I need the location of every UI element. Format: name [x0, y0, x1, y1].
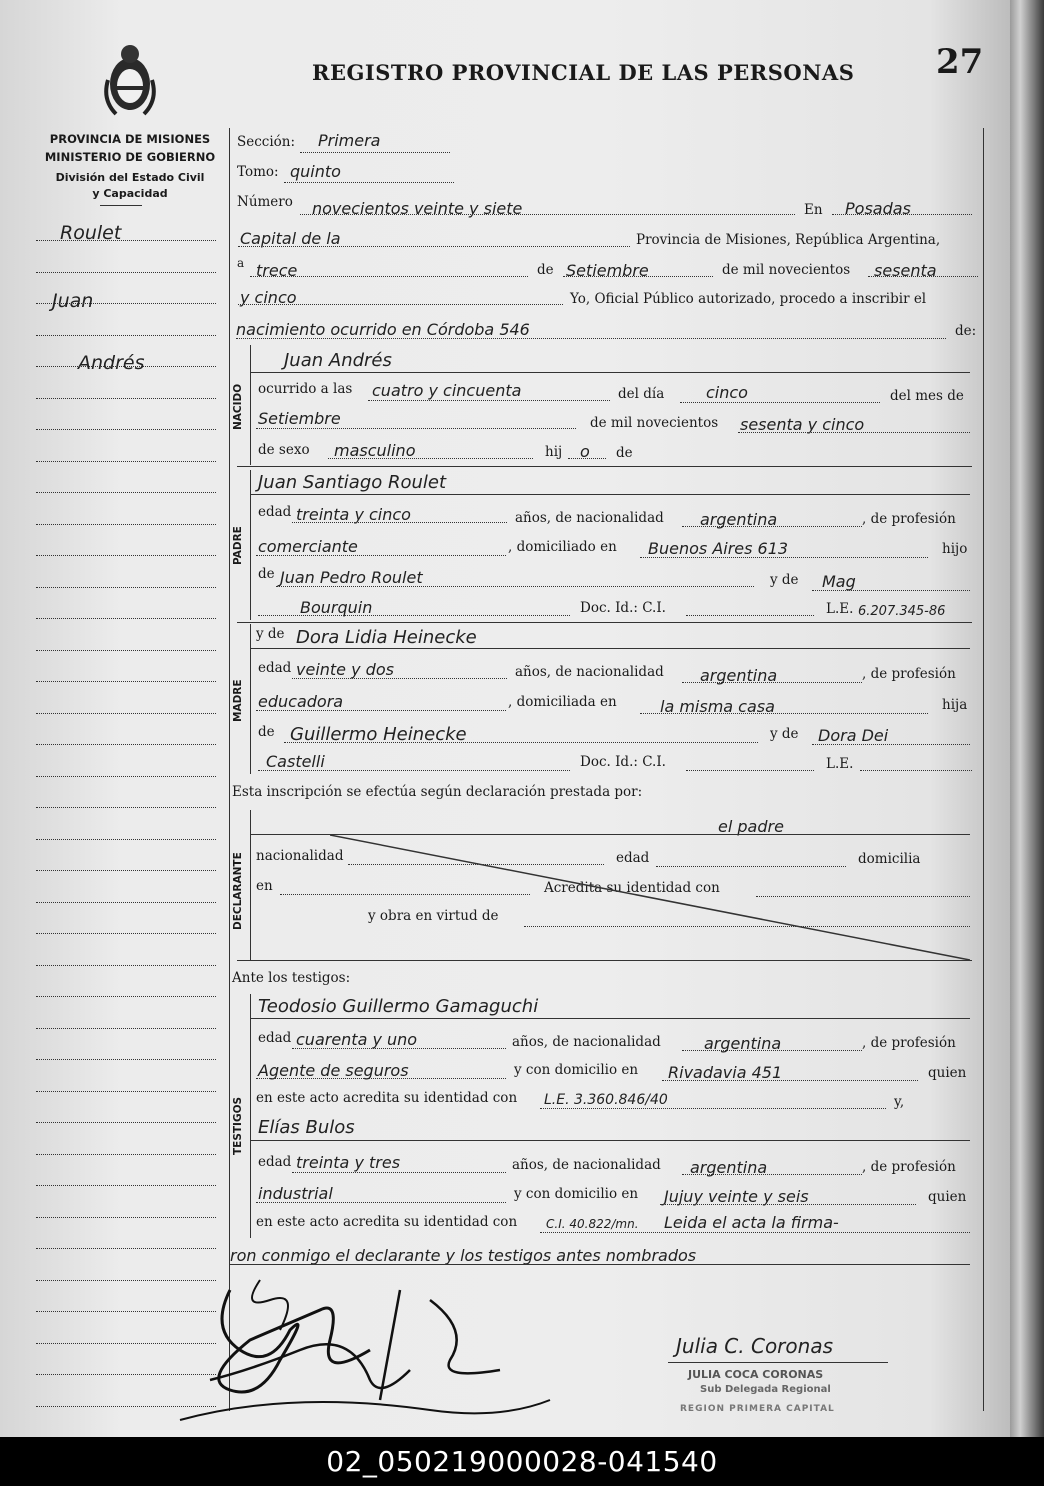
numero-label: Número — [237, 194, 293, 210]
padre-section-label: PADRE — [232, 526, 244, 565]
sidebar-ruled-line — [36, 1122, 216, 1123]
padre-y-de-label: y de — [770, 572, 799, 588]
madre-dom-line — [640, 713, 928, 714]
testigo2-nombre: Elías Bulos — [258, 1117, 355, 1138]
closing-text-2: ron conmigo el declarante y los testigos antes nombrados — [230, 1246, 697, 1265]
sidebar-ruled-line — [36, 492, 216, 493]
sidebar-ruled-line — [36, 807, 216, 808]
madre-edad-label: edad — [258, 660, 292, 676]
closing-line — [230, 1264, 970, 1265]
madre-nombre-line — [250, 648, 970, 649]
nacido-bottom-line — [237, 466, 972, 467]
capital-line — [238, 246, 630, 247]
padre-nacionalidad: argentina — [700, 510, 778, 529]
stamp-name: JULIA COCA CORONAS — [688, 1368, 824, 1381]
a-label: a — [237, 256, 245, 270]
padre-dom-line — [640, 557, 928, 558]
sidebar-ruled-line — [36, 776, 216, 777]
testigo1-quien-label: quien — [928, 1065, 967, 1081]
dia-value: trece — [256, 261, 298, 280]
testigo2-nombre-line — [250, 1140, 970, 1141]
sidebar-ruled-line — [36, 839, 216, 840]
madre-prof-line — [256, 710, 506, 711]
madre-doc-label: Doc. Id.: C.I. — [580, 754, 666, 770]
testigo2-edad: treinta y tres — [296, 1153, 401, 1172]
padre-bottom-line — [237, 622, 972, 623]
nacido-mes: Setiembre — [258, 409, 341, 428]
madre-hija-label: hija — [942, 697, 968, 713]
official-signature: Julia C. Coronas — [676, 1334, 833, 1358]
tomo-label: Tomo: — [237, 164, 279, 180]
padre-edad-label: edad — [258, 504, 292, 520]
closing-text-1: Leida el acta la firma- — [664, 1213, 839, 1232]
oficial-label: Yo, Oficial Público autorizado, procedo a inscribir el — [570, 291, 927, 307]
testigo1-acredita-label: en este acto acredita su identidad con — [256, 1090, 518, 1106]
padre-doc-label: Doc. Id.: C.I. — [580, 600, 666, 616]
nacimiento-line — [236, 338, 946, 339]
sidebar-ruled-line — [36, 587, 216, 588]
nacido-nombre-line — [250, 372, 970, 373]
document-title: REGISTRO PROVINCIAL DE LAS PERSONAS — [312, 60, 855, 85]
nacido-dia-line — [680, 402, 880, 403]
testigo1-doc-line — [540, 1108, 886, 1109]
testigos-section-label: TESTIGOS — [232, 1096, 244, 1155]
testigo1-edad: cuarenta y uno — [296, 1030, 418, 1049]
padre-madre-line — [812, 590, 970, 591]
madre-rule — [250, 624, 251, 774]
mes-value: Setiembre — [566, 261, 649, 280]
nacido-anio-line — [738, 432, 970, 433]
testigo2-nacionalidad: argentina — [690, 1158, 768, 1177]
seccion-value: Primera — [318, 131, 381, 150]
testigo2-acredita-label: en este acto acredita su identidad con — [256, 1214, 518, 1230]
seccion-label: Sección: — [237, 134, 296, 150]
sidebar-ruled-line — [36, 1248, 216, 1249]
testigo1-dom-label: y con domicilio en — [514, 1062, 639, 1078]
sidebar-ruled-line — [36, 1217, 216, 1218]
declarante-en-label: en — [256, 878, 273, 894]
madre-le-line — [860, 770, 972, 771]
padre-domicilio: Buenos Aires 613 — [648, 539, 789, 558]
official-signature-line — [668, 1362, 888, 1363]
page-edge — [1010, 0, 1044, 1437]
mes-line — [563, 276, 713, 277]
hij-label: hij — [545, 444, 563, 460]
seccion-line — [300, 152, 450, 153]
sidebar-surname: Roulet — [60, 222, 122, 244]
del-mes-label: del mes de — [890, 388, 964, 404]
madre-madre-2-line — [258, 770, 570, 771]
testigo1-prof-label: , de profesión — [862, 1035, 956, 1051]
madre-section-label: MADRE — [232, 679, 244, 722]
testigo2-nac-label: años, de nacionalidad — [512, 1157, 661, 1173]
de-colon-label: de: — [955, 323, 977, 339]
madre-doc-line — [686, 770, 814, 771]
sidebar-ruled-line — [36, 272, 216, 273]
madre-nacionalidad: argentina — [700, 666, 778, 685]
sidebar-ruled-line — [36, 398, 216, 399]
sidebar-ruled-line — [36, 870, 216, 871]
testigo2-profesion: industrial — [258, 1184, 333, 1203]
sidebar-ministry: MINISTERIO DE GOBIERNO — [44, 150, 216, 164]
madre-padre-line — [284, 742, 758, 743]
testigo1-y-label: y, — [894, 1094, 905, 1110]
testigo1-nombre: Teodosio Guillermo Gamaguchi — [258, 996, 539, 1017]
anio2-line — [238, 304, 563, 305]
testigo2-prof-line — [256, 1202, 506, 1203]
madre-nombre: Dora Lidia Heinecke — [296, 627, 477, 648]
dia-line — [250, 276, 528, 277]
anio2-value: y cinco — [240, 288, 297, 307]
signature-scribbles — [170, 1270, 590, 1430]
hora-line — [368, 400, 610, 401]
capital-value: Capital de la — [240, 229, 341, 248]
testigo1-prof-line — [256, 1078, 506, 1079]
declarante-nac-label: nacionalidad — [256, 848, 344, 864]
testigo2-edad-line — [292, 1172, 506, 1173]
divider — [100, 205, 142, 206]
sidebar-ruled-line — [36, 303, 216, 304]
padre-nombre-line — [250, 494, 970, 495]
declarante-edad-label: edad — [616, 850, 650, 866]
sidebar-ruled-line — [36, 713, 216, 714]
sidebar-ruled-line — [36, 335, 216, 336]
sidebar-ruled-line — [36, 524, 216, 525]
madre-nac-label: años, de nacionalidad — [515, 664, 664, 680]
testigo2-doc: C.I. 40.822/mn. — [546, 1217, 639, 1231]
madre-y-de-label-2: y de — [770, 726, 799, 742]
right-rule — [983, 128, 984, 1411]
sidebar-ruled-line — [36, 1028, 216, 1029]
madre-prof-label: , de profesión — [862, 666, 956, 682]
testigo1-profesion: Agente de seguros — [258, 1061, 409, 1080]
sidebar-ruled-line — [36, 1059, 216, 1060]
nacido-mil-label: de mil novecientos — [590, 415, 719, 431]
stamp-title: Sub Delegada Regional — [700, 1384, 831, 1395]
nacido-dia: cinco — [706, 383, 748, 402]
en-line — [832, 214, 972, 215]
en-value: Posadas — [845, 199, 911, 218]
de-label: de — [537, 262, 554, 278]
madre-de-label: de — [258, 724, 275, 740]
testigo1-edad-label: edad — [258, 1030, 292, 1046]
madre-madre-2: Castelli — [266, 752, 325, 771]
testigo2-dom-label: y con domicilio en — [514, 1186, 639, 1202]
nacido-rule — [250, 345, 251, 465]
padre-padre: Juan Pedro Roulet — [280, 568, 423, 587]
sidebar-division: División del Estado Civil — [55, 171, 205, 184]
sidebar-ruled-line — [36, 933, 216, 934]
sidebar-ruled-line — [36, 902, 216, 903]
nacido-section-label: NACIDO — [232, 383, 244, 430]
tomo-value: quinto — [290, 162, 341, 181]
declarante-rule — [250, 810, 251, 960]
sidebar-ruled-line — [36, 1091, 216, 1092]
declarante-virtud-label: y obra en virtud de — [368, 908, 499, 924]
padre-prof-line — [256, 555, 506, 556]
declarante-acredita-label: Acredita su identidad con — [544, 880, 720, 896]
sidebar-ruled-line — [36, 1154, 216, 1155]
padre-nac-line — [682, 526, 862, 527]
madre-edad: veinte y dos — [296, 660, 394, 679]
padre-profesion: comerciante — [258, 537, 358, 556]
testigo2-quien-label: quien — [928, 1189, 967, 1205]
sexo-label: de sexo — [258, 442, 310, 458]
nacido-de-label: de — [616, 445, 633, 461]
padre-edad: treinta y cinco — [296, 505, 411, 524]
nacido-nombre: Juan Andrés — [284, 350, 392, 371]
padre-edad-line — [292, 522, 507, 523]
testigo1-nacionalidad: argentina — [704, 1034, 782, 1053]
padre-madre-2-line — [258, 615, 570, 616]
coat-of-arms-emblem — [98, 40, 162, 122]
testigo1-nac-label: años, de nacionalidad — [512, 1034, 661, 1050]
sidebar-ruled-line — [36, 366, 216, 367]
testigo2-prof-label: , de profesión — [862, 1159, 956, 1175]
hora-value: cuatro y cincuenta — [372, 381, 522, 400]
sexo-value: masculino — [334, 441, 416, 460]
testigo2-dom-line — [660, 1204, 916, 1205]
testigo1-dom-line — [662, 1080, 918, 1081]
nacido-anio: sesenta y cinco — [740, 415, 865, 434]
hij-value: o — [580, 442, 590, 461]
padre-doc-line — [686, 615, 814, 616]
testigo1-doc: L.E. 3.360.846/40 — [544, 1092, 668, 1108]
sexo-line — [328, 458, 533, 459]
testigo2-doc-line — [540, 1232, 970, 1233]
testigo2-edad-label: edad — [258, 1154, 292, 1170]
padre-padre-line — [276, 586, 754, 587]
sidebar-ruled-line — [36, 461, 216, 462]
testigo1-domicilio: Rivadavia 451 — [668, 1063, 783, 1082]
sidebar-ruled-line — [36, 744, 216, 745]
en-label: En — [804, 202, 823, 218]
padre-rule — [250, 470, 251, 620]
padre-de-label: de — [258, 566, 275, 582]
sidebar-ruled-line — [36, 681, 216, 682]
provincia-label: Provincia de Misiones, República Argentina, — [636, 232, 941, 248]
footer-code: 02_050219000028-041540 — [0, 1437, 1044, 1486]
madre-profesion: educadora — [258, 692, 344, 711]
sidebar-given-name-1: Juan — [52, 290, 94, 312]
numero-line — [300, 214, 795, 215]
declarante-intro: Esta inscripción se efectúa según declaración prestada por: — [232, 784, 643, 800]
madre-le-label: L.E. — [826, 756, 854, 772]
padre-madre: Mag — [822, 572, 856, 591]
testigos-intro: Ante los testigos: — [232, 970, 351, 986]
testigo2-domicilio: Jujuy veinte y seis — [664, 1187, 809, 1206]
stamp-region: REGION PRIMERA CAPITAL — [680, 1404, 835, 1414]
madre-madre: Dora Dei — [818, 726, 889, 745]
sidebar-ruled-line — [36, 1185, 216, 1186]
testigo1-nac-line — [682, 1050, 862, 1051]
nacimiento-value: nacimiento ocurrido en Córdoba 546 — [236, 320, 530, 339]
madre-nac-line — [682, 682, 862, 683]
padre-madre-2: Bourquin — [300, 598, 373, 617]
sidebar-ruled-line — [36, 555, 216, 556]
del-dia-label: del día — [618, 386, 665, 402]
padre-prof-label: , de profesión — [862, 511, 956, 527]
declarante-section-label: DECLARANTE — [232, 852, 244, 930]
sidebar-ruled-line — [36, 618, 216, 619]
padre-le: 6.207.345-86 — [858, 604, 946, 619]
left-rule — [229, 128, 230, 1411]
padre-nac-label: años, de nacionalidad — [515, 510, 664, 526]
madre-y-de-label: y de — [256, 626, 285, 642]
page-number: 27 — [936, 42, 984, 82]
padre-nombre: Juan Santiago Roulet — [258, 472, 447, 493]
sidebar-province: PROVINCIA DE MISIONES — [49, 132, 211, 146]
testigo1-nombre-line — [250, 1018, 970, 1019]
sidebar-capacidad: y Capacidad — [92, 187, 168, 200]
madre-madre-line — [812, 744, 970, 745]
padre-hijo-label: hijo — [942, 541, 968, 557]
anio-line — [868, 276, 978, 277]
testigo2-nac-line — [682, 1174, 862, 1175]
madre-padre: Guillermo Heinecke — [290, 724, 467, 745]
sidebar-given-name-2: Andrés — [78, 352, 145, 374]
sidebar-ruled-line — [36, 240, 216, 241]
madre-domicilio: la misma casa — [660, 697, 775, 716]
hij-line — [568, 458, 606, 459]
declarante-bottom-line — [237, 960, 972, 961]
mil-label: de mil novecientos — [722, 262, 851, 278]
padre-dom-label: , domiciliado en — [508, 539, 617, 555]
anio-value: sesenta — [874, 261, 937, 280]
numero-value: novecientos veinte y siete — [312, 199, 523, 218]
ocurrido-label: ocurrido a las — [258, 381, 353, 397]
padre-le-label: L.E. — [826, 601, 854, 617]
declarante-dom-label: domicilia — [858, 851, 921, 867]
testigos-rule — [250, 994, 251, 1238]
madre-edad-line — [292, 678, 507, 679]
testigo1-edad-line — [292, 1048, 506, 1049]
madre-dom-label: , domiciliada en — [508, 694, 617, 710]
sidebar-ruled-line — [36, 965, 216, 966]
nacido-mes-line — [256, 428, 576, 429]
sidebar-ruled-line — [36, 429, 216, 430]
sidebar-ruled-line — [36, 650, 216, 651]
declarante-nombre: el padre — [718, 817, 784, 836]
tomo-line — [284, 182, 454, 183]
declarante-strike-line — [330, 835, 970, 965]
sidebar-ruled-line — [36, 996, 216, 997]
